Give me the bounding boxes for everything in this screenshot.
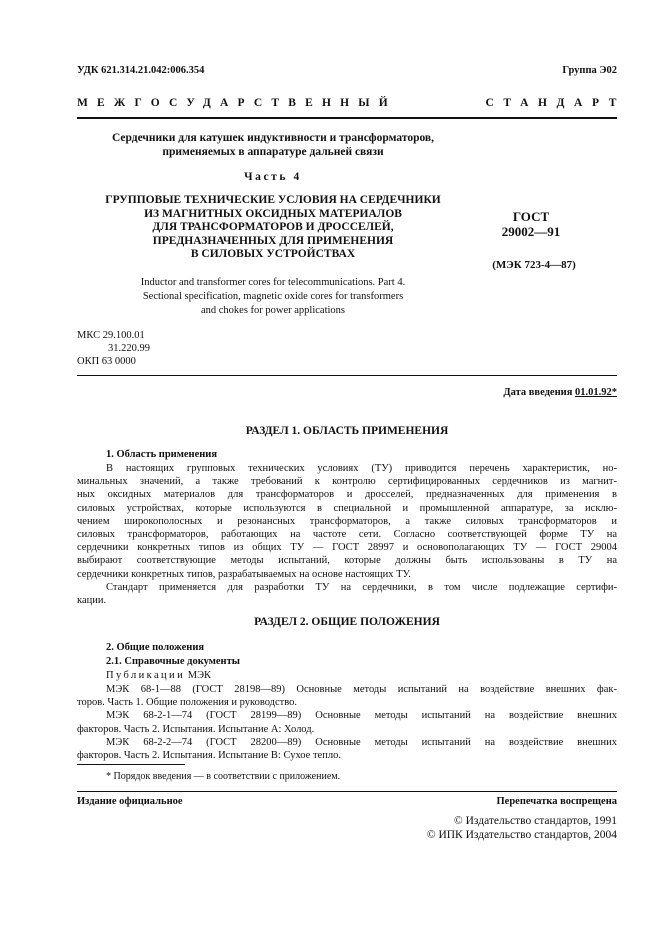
official-edition: Издание официальное [77, 796, 183, 807]
iec-designation: (МЭК 723-4—87) [492, 259, 576, 271]
reference-1: МЭК 68-1—88 (ГОСТ 28198—89) Основные методы испытаний на воздействие внешних фак- [106, 684, 617, 695]
reference-2: МЭК 68-2-1—74 (ГОСТ 28199—89) Основные методы испытаний на воздействие внешних [106, 710, 617, 722]
banner-standard: СТАНДАРТ [485, 97, 626, 109]
mks-code-2: 31.220.99 [108, 343, 150, 354]
okp-code: ОКП 63 0000 [77, 356, 136, 367]
main-title: ГРУППОВЫЕ ТЕХНИЧЕСКИЕ УСЛОВИЯ НА СЕРДЕЧНИКИ ИЗ МАГНИТНЫХ ОКСИДНЫХ МАТЕРИАЛОВ ДЛЯ ТРАНСФОРМАТОРОВ И ДРОССЕЛЕЙ, ПРЕДНАЗНАЧЕННЫХ ДЛЯ ПРИМЕНЕНИЯ В СИЛОВЫХ УСТРОЙСТВАХ [105, 194, 441, 261]
footnote-rule [77, 764, 185, 765]
reference-3: МЭК 68-2-2—74 (ГОСТ 28200—89) Основные методы испытаний на воздействие внешних [106, 736, 617, 748]
references-list: МЭК 68-1—88 (ГОСТ 28198—89) Основные методы испытаний на воздействие внешних фак- торов. Часть 1. Общие положения и руководство. МЭК 68-2-1—74 (ГОСТ 28199—89) Основные методы испытаний на воздействие внешних факторов. Часть 2. Испытания. Испытание А: Холод. МЭК 68-2-2—74 (ГОСТ 28200—89) Основные методы испытаний на воздействие внешних факторов. Часть 2. Испытания. Испытание В: Сухое тепло. [77, 684, 617, 762]
intro-date: Дата введения 01.01.92* [503, 387, 617, 398]
udk-code: УДК 621.314.21.042:006.354 [77, 65, 205, 76]
section-1-body: В настоящих групповых технических условиях (ТУ) приводится перечень характеристик, но- минальных значений, а также требований к контролю сертифицированных сердечников из магнит- ных оксидных материалов для трансформаторов и дросселей, предназначенных для применения в силовых устройствах, которые используются в специальной и промышленной аппаратуре, за исклю- чением широкополосных и резонансных трансформаторов, а также силовых трансформаторов и силовых трансформаторов, работающих на частоте сети. Согласно соответствующей форме ТУ на сердечники конкретных типов из общих ТУ — ГОСТ 28997 и основополагающих ТУ — ГОСТ 29004 выбирают соответствующие методы испытаний, которые должны быть использованы в ТУ на сердечники конкретных типов, разрабатываемых на основе настоящих ТУ. Стандарт применяется для разработки ТУ на сердечники, в том числе подлежащие сертифи- кации. [77, 463, 617, 607]
section-2-heading: РАЗДЕЛ 2. ОБЩИЕ ПОЛОЖЕНИЯ [254, 616, 440, 628]
publications-label: Публикации МЭК [106, 670, 212, 681]
group-code: Группа Э02 [562, 65, 617, 76]
section-1-heading: РАЗДЕЛ 1. ОБЛАСТЬ ПРИМЕНЕНИЯ [245, 425, 449, 437]
footnote: * Порядок введения — в соответствии с приложением. [106, 771, 341, 782]
subsection-2-1: 2.1. Справочные документы [106, 656, 240, 667]
title-rule [77, 375, 617, 376]
english-title: Inductor and transformer cores for telecommunications. Part 4. Sectional specification, magnetic oxide cores for transformers and chokes for power applications [140, 277, 406, 316]
banner-rule [77, 117, 617, 119]
copyright-1991: © Издательство стандартов, 1991 [453, 815, 617, 827]
section-1-subheading: 1. Область применения [106, 449, 218, 460]
mks-code: МКС 29.100.01 [77, 330, 145, 341]
section-2-subheading: 2. Общие положения [106, 642, 205, 653]
footer-rule [77, 791, 617, 792]
reprint-notice: Перепечатка воспрещена [496, 796, 617, 807]
gost-designation: ГОСТ 29002—91 [501, 209, 561, 239]
intro-date-value: 01.01.92* [575, 387, 617, 398]
banner-interstate: МЕЖГОСУДАРСТВЕННЫЙ [77, 97, 397, 109]
series-title: Сердечники для катушек индуктивности и трансформаторов, применяемых в аппаратуре дальней связи [111, 132, 435, 158]
part-number: Часть 4 [244, 171, 302, 183]
copyright-2004: © ИПК Издательство стандартов, 2004 [426, 829, 617, 841]
